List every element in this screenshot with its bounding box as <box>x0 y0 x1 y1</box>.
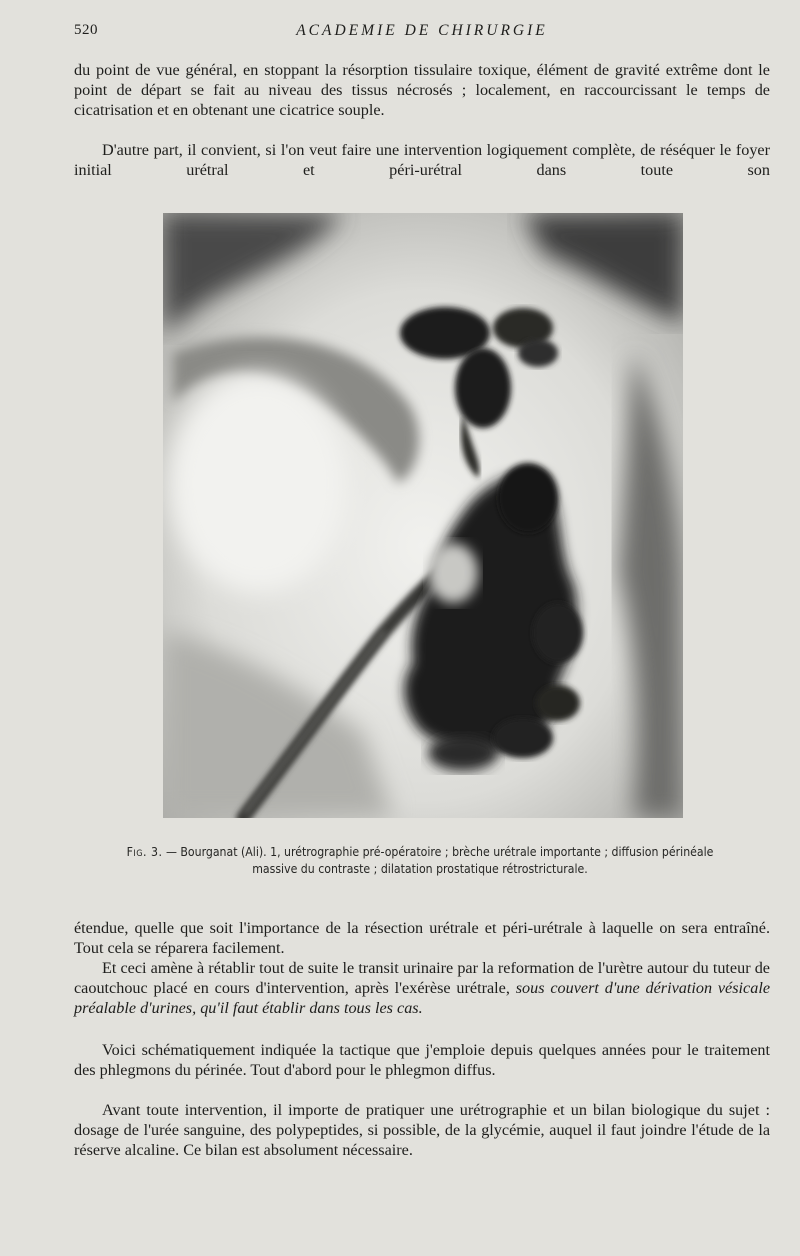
radiograph-image <box>163 213 683 818</box>
figure-caption <box>110 844 730 877</box>
figure-caption-text: — Bourganat (Ali). 1, urétrographie pré-opératoire ; brèche urétrale importante ; diffusion périnéale massive du contraste ; dilatation prostatique rétrostricturale. <box>162 845 714 876</box>
paragraph-6: Avant toute intervention, il importe de pratiquer une urétrographie et un bilan biologique du sujet : dosage de l'urée sanguine, des polypeptides, si possible, de la glycémie, auquel il faut joindre l'étude de la réserve alcaline. Ce bilan est absolument nécessaire. <box>74 1101 770 1160</box>
radiograph-figure <box>163 213 683 818</box>
paragraph-4 <box>74 958 770 1019</box>
paragraph-4-text: Et ceci amène à rétablir tout de suite le transit urinaire par la reformation de l'urètre autour du tuteur de caoutchouc placé en cours d'intervention, après l'exérèse urétrale, <box>74 959 770 998</box>
paragraph-1: du point de vue général, en stoppant la résorption tissulaire toxique, élément de gravité extrême dont le point de départ se fait au niveau des tissus nécrosés ; localement, en raccourcissant le temps de cicatrisation et en obtenant une cicatrice souple. <box>74 61 770 120</box>
page-number: 520 <box>74 22 98 38</box>
page-header <box>74 22 770 44</box>
figure-label: Fig. 3. <box>126 845 163 859</box>
paragraph-3: étendue, quelle que soit l'importance de la résection urétrale et péri-urétrale à laquelle on sera entraîné. Tout cela se réparera facilement. <box>74 919 770 958</box>
running-head: ACADEMIE DE CHIRURGIE <box>296 22 548 39</box>
paragraph-5: Voici schématiquement indiquée la tactique que j'emploie depuis quelques années pour le traitement des phlegmons du périnée. Tout d'abord pour le phlegmon diffus. <box>74 1041 770 1080</box>
paragraph-2: D'autre part, il convient, si l'on veut faire une intervention logiquement complète, de réséquer le foyer initial urétral et péri-urétral dans toute son <box>74 141 770 180</box>
paragraph-4-italic: sous couvert d'une dérivation vésicale préalable d'urines, qu'il faut établir dans tous les cas. <box>74 979 771 1018</box>
